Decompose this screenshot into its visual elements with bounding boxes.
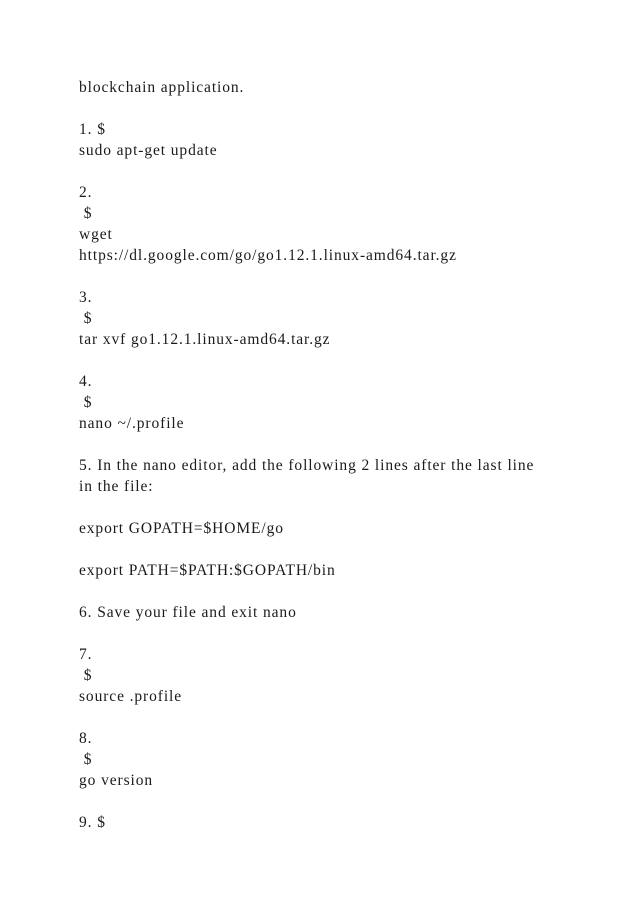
step-3-prompt: $ <box>79 310 93 327</box>
step-8-prompt: $ <box>79 751 93 768</box>
step-2-label: 2. <box>79 184 93 201</box>
step-1-command: sudo apt-get update <box>79 142 218 159</box>
step-2-command: wget <box>79 226 113 243</box>
step-8-command: go version <box>79 772 154 789</box>
step-7-prompt: $ <box>79 667 93 684</box>
step-3-command: tar xvf go1.12.1.linux-amd64.tar.gz <box>79 331 331 348</box>
step-7-label: 7. <box>79 646 93 663</box>
step-8-label: 8. <box>79 730 93 747</box>
step-3-label: 3. <box>79 289 93 306</box>
step-4-command: nano ~/.profile <box>79 415 185 432</box>
intro-text: blockchain application. <box>79 79 245 96</box>
step-2-prompt: $ <box>79 205 93 222</box>
step-5-line-1: 5. In the nano editor, add the following 2 lines after the last line <box>79 457 535 474</box>
step-9-label: 9. $ <box>79 814 106 831</box>
export-path-line: export PATH=$PATH:$GOPATH/bin <box>79 562 336 579</box>
step-5-line-2: in the file: <box>79 478 154 495</box>
step-4-label: 4. <box>79 373 93 390</box>
step-7-command: source .profile <box>79 688 183 705</box>
step-6-text: 6. Save your file and exit nano <box>79 604 297 621</box>
step-4-prompt: $ <box>79 394 93 411</box>
step-2-url: https://dl.google.com/go/go1.12.1.linux-amd64.tar.gz <box>79 247 457 264</box>
export-gopath-line: export GOPATH=$HOME/go <box>79 520 284 537</box>
step-1-label: 1. $ <box>79 121 106 138</box>
